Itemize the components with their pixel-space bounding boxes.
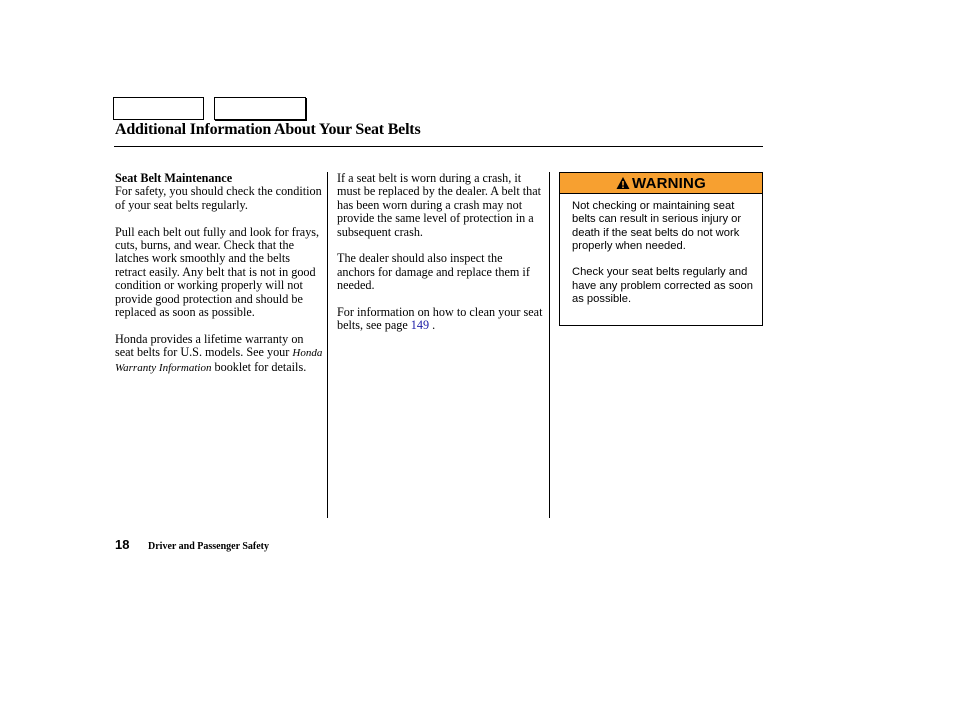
page-number: 18 — [115, 537, 130, 552]
warning-text-2: Check your seat belts regularly and have any problem corrected as soon as possible. — [572, 266, 753, 306]
column-divider-2 — [549, 172, 550, 518]
warning-text-1: Not checking or maintaining seat belts can result in serious injury or death if the seat belts do not work properly when needed. — [572, 200, 742, 252]
warning-box — [559, 172, 763, 326]
maintenance-paragraph-1 — [115, 172, 323, 212]
page-title: Additional Information About Your Seat Belts — [115, 121, 421, 138]
warning-header — [560, 173, 762, 194]
title-divider — [114, 146, 763, 147]
nav-box-next[interactable] — [214, 97, 306, 120]
maintenance-paragraph-3 — [115, 333, 323, 375]
cleaning-text: For information on how to clean your seat belts, see page — [337, 305, 543, 333]
warning-label: WARNING — [632, 174, 706, 192]
nav-box-previous[interactable] — [113, 97, 204, 120]
maintenance-paragraph-2: Pull each belt out fully and look for frays, cuts, burns, and wear. Check that the latches work smoothly and the belts retract easily. Any belt that is not in good condition or working properly will not provide good protection and should be replaced as soon as possible. — [115, 224, 320, 320]
warranty-text-start: Honda provides a lifetime warranty on seat belts for U.S. models. See your — [115, 331, 304, 360]
warning-triangle-icon — [616, 176, 630, 190]
cleaning-paragraph — [337, 306, 543, 333]
warranty-text-end: booklet for details. — [214, 359, 307, 374]
column-2 — [337, 172, 543, 346]
warning-body — [572, 200, 758, 320]
column-divider-1 — [327, 172, 328, 518]
page-link-149[interactable]: 149 — [410, 318, 430, 333]
dealer-inspect-paragraph: The dealer should also inspect the anchors for damage and replace them if needed. — [337, 251, 530, 293]
crash-paragraph: If a seat belt is worn during a crash, it must be replaced by the dealer. A belt that has been worn during a crash may not provide the same level of protection in a subsequent crash. — [337, 171, 542, 239]
column-1 — [115, 172, 323, 388]
cleaning-text-end: . — [432, 318, 436, 333]
section-heading: Seat Belt Maintenance — [115, 171, 233, 185]
maintenance-text-1: For safety, you should check the condition of your seat belts regularly. — [115, 184, 322, 212]
warranty-booklet-ref: Honda Warranty Information — [115, 347, 323, 374]
section-name: Driver and Passenger Safety — [148, 541, 270, 552]
